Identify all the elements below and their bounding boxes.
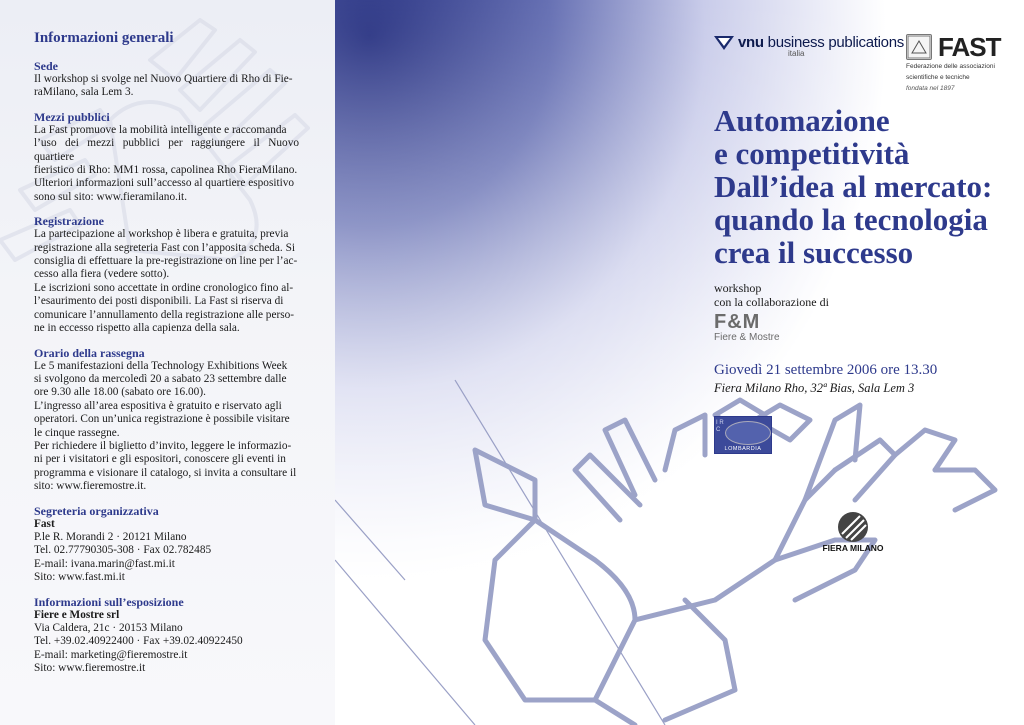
section-text <box>34 360 299 494</box>
text-line: La Fast promuove la mobilità intelligente e raccomanda <box>34 123 287 136</box>
text-line: Ulteriori informazioni sull’accesso al quartiere espositivo <box>34 177 295 190</box>
text-line: ne in eccesso rispetto alla capienza della sala. <box>34 322 240 335</box>
vnu-sub: italia <box>788 49 805 58</box>
fiera-stripes <box>838 512 868 542</box>
section-text <box>34 124 299 204</box>
text-line: Le iscrizioni sono accettate in ordine cronologico fino al- <box>34 281 294 294</box>
section-mezzi-pubblici <box>34 110 299 204</box>
section-title: Registrazione <box>34 214 104 229</box>
section-registrazione <box>34 214 299 335</box>
irc-emblem-icon <box>725 421 771 445</box>
section-title: Orario della rassegna <box>34 345 145 360</box>
text-line: ore 9.30 alle 18.00 (sabato ore 16.00). <box>34 386 206 399</box>
phone-line: Tel. +39.02.40922400 · Fax +39.02.40922450 <box>34 635 243 648</box>
text-line: consiglia di effettuare la pre-registrazione on line per l’ac- <box>34 255 298 268</box>
title-line: Dall’idea al mercato: <box>714 169 993 204</box>
text-line: raMilano, sala Lem 3. <box>34 86 134 99</box>
fm-word: F&M <box>714 311 761 333</box>
text-line: si svolgono da mercoledì 20 a sabato 23 settembre dalle <box>34 372 287 385</box>
vnu-mark-icon <box>714 34 734 50</box>
text-line: l’uso dei mezzi pubblici per raggiungere il Nuovo quartiere <box>34 137 299 163</box>
section-title: Informazioni sull’esposizione <box>34 594 184 609</box>
title-line: crea il successo <box>714 235 914 270</box>
section-title: Mezzi pubblici <box>34 109 110 124</box>
text-line: programma e visionare il catalogo, si invita a consultare il <box>34 466 297 479</box>
fast-caption: scientifiche e tecniche <box>906 74 970 81</box>
org-name: Fiere e Mostre srl <box>34 608 120 621</box>
irc-letters: I R C <box>716 420 724 433</box>
left-panel <box>0 0 335 725</box>
text-line: le cinque rassegne. <box>34 426 120 439</box>
irc-lombardia-logo <box>714 416 772 454</box>
section-sede <box>34 59 299 100</box>
event-title <box>714 104 1014 269</box>
text-line: l’esaurimento dei posti disponibili. La Fast si riserva di <box>34 295 284 308</box>
phone-line: Tel. 02.77790305-308 · Fax 02.782485 <box>34 544 212 557</box>
text-line: sono sul sito: www.fieramilano.it. <box>34 190 188 203</box>
event-date: Giovedì 21 settembre 2006 ore 13.30 <box>714 362 938 378</box>
fast-emblem-icon <box>906 34 932 60</box>
fm-sub: Fiere & Mostre <box>714 332 780 343</box>
vnu-bold: vnu <box>738 34 764 51</box>
fast-caption: Federazione delle associazioni <box>906 63 995 70</box>
section-text <box>34 228 299 335</box>
vnu-brand <box>738 34 904 51</box>
website-link[interactable]: Sito: www.fieremostre.it <box>34 662 146 675</box>
org-name: Fast <box>34 517 55 530</box>
text-line: sito: www.fieremostre.it. <box>34 480 147 493</box>
title-line: e competitività <box>714 136 910 171</box>
text-line: ni per i visitatori e gli espositori, conoscere gli eventi in <box>34 453 286 466</box>
text-line: Per richiedere il biglietto d’invito, leggere le informazio- <box>34 439 292 452</box>
section-title: Sede <box>34 59 58 73</box>
section-esposizione <box>34 595 299 676</box>
vnu-logo <box>714 34 904 58</box>
fast-founded: fondata nel 1897 <box>906 85 955 92</box>
text-line: comunicare l’annullamento della registrazione alle perso- <box>34 308 295 321</box>
text-line: La partecipazione al workshop è libera e gratuita, previa <box>34 228 289 241</box>
text-line: cesso alla fiera (vedere sotto). <box>34 268 170 281</box>
irc-region: LOMBARDIA <box>724 446 762 452</box>
general-info-heading: Informazioni generali <box>34 30 174 46</box>
event-place: Fiera Milano Rho, 32ª Bias, Sala Lem 3 <box>714 381 915 395</box>
workshop-label <box>714 281 829 309</box>
workshop-text: workshop <box>714 281 762 295</box>
text-line: Il workshop si svolge nel Nuovo Quartiere di Rho di Fie- <box>34 73 293 85</box>
website-link[interactable]: Sito: www.fast.mi.it <box>34 571 125 584</box>
title-line: quando la tecnologia <box>714 202 988 237</box>
fiera-milano-text: FIERA MILANO <box>822 543 884 553</box>
fiere-mostre-logo <box>714 312 794 343</box>
section-segreteria <box>34 504 299 585</box>
text-line: operatori. Con un’unica registrazione è possibile visitare <box>34 413 290 426</box>
collaboration-text: con la collaborazione di <box>714 295 829 309</box>
title-line: Automazione <box>714 103 890 138</box>
section-title: Segreteria organizzativa <box>34 503 159 518</box>
text-line: L’ingresso all’area espositiva è gratuito e riservato agli <box>34 399 282 412</box>
email-link[interactable]: E-mail: marketing@fieremostre.it <box>34 648 188 661</box>
section-text <box>34 73 299 100</box>
text-line: registrazione alla segreteria Fast con l’apposita scheda. Si <box>34 241 295 254</box>
vnu-rest: business publications <box>763 34 904 51</box>
address-line: Via Caldera, 21c · 20153 Milano <box>34 622 183 634</box>
general-info <box>34 30 299 686</box>
email-link[interactable]: E-mail: ivana.marin@fast.mi.it <box>34 557 175 570</box>
fast-logo <box>906 34 1002 93</box>
fiera-milano-logo <box>818 512 888 553</box>
section-orario <box>34 346 299 494</box>
fast-row <box>906 34 1002 60</box>
fast-word: FAST <box>938 32 1001 62</box>
fiera-milano-icon <box>838 512 868 542</box>
address-line: P.le R. Morandi 2 · 20121 Milano <box>34 530 187 543</box>
vnu-text <box>738 34 904 58</box>
text-line: Le 5 manifestazioni della Technology Exhibitions Week <box>34 359 288 372</box>
text-line: fieristico di Rho: MM1 rossa, capolinea Rho FieraMilano. <box>34 164 298 177</box>
